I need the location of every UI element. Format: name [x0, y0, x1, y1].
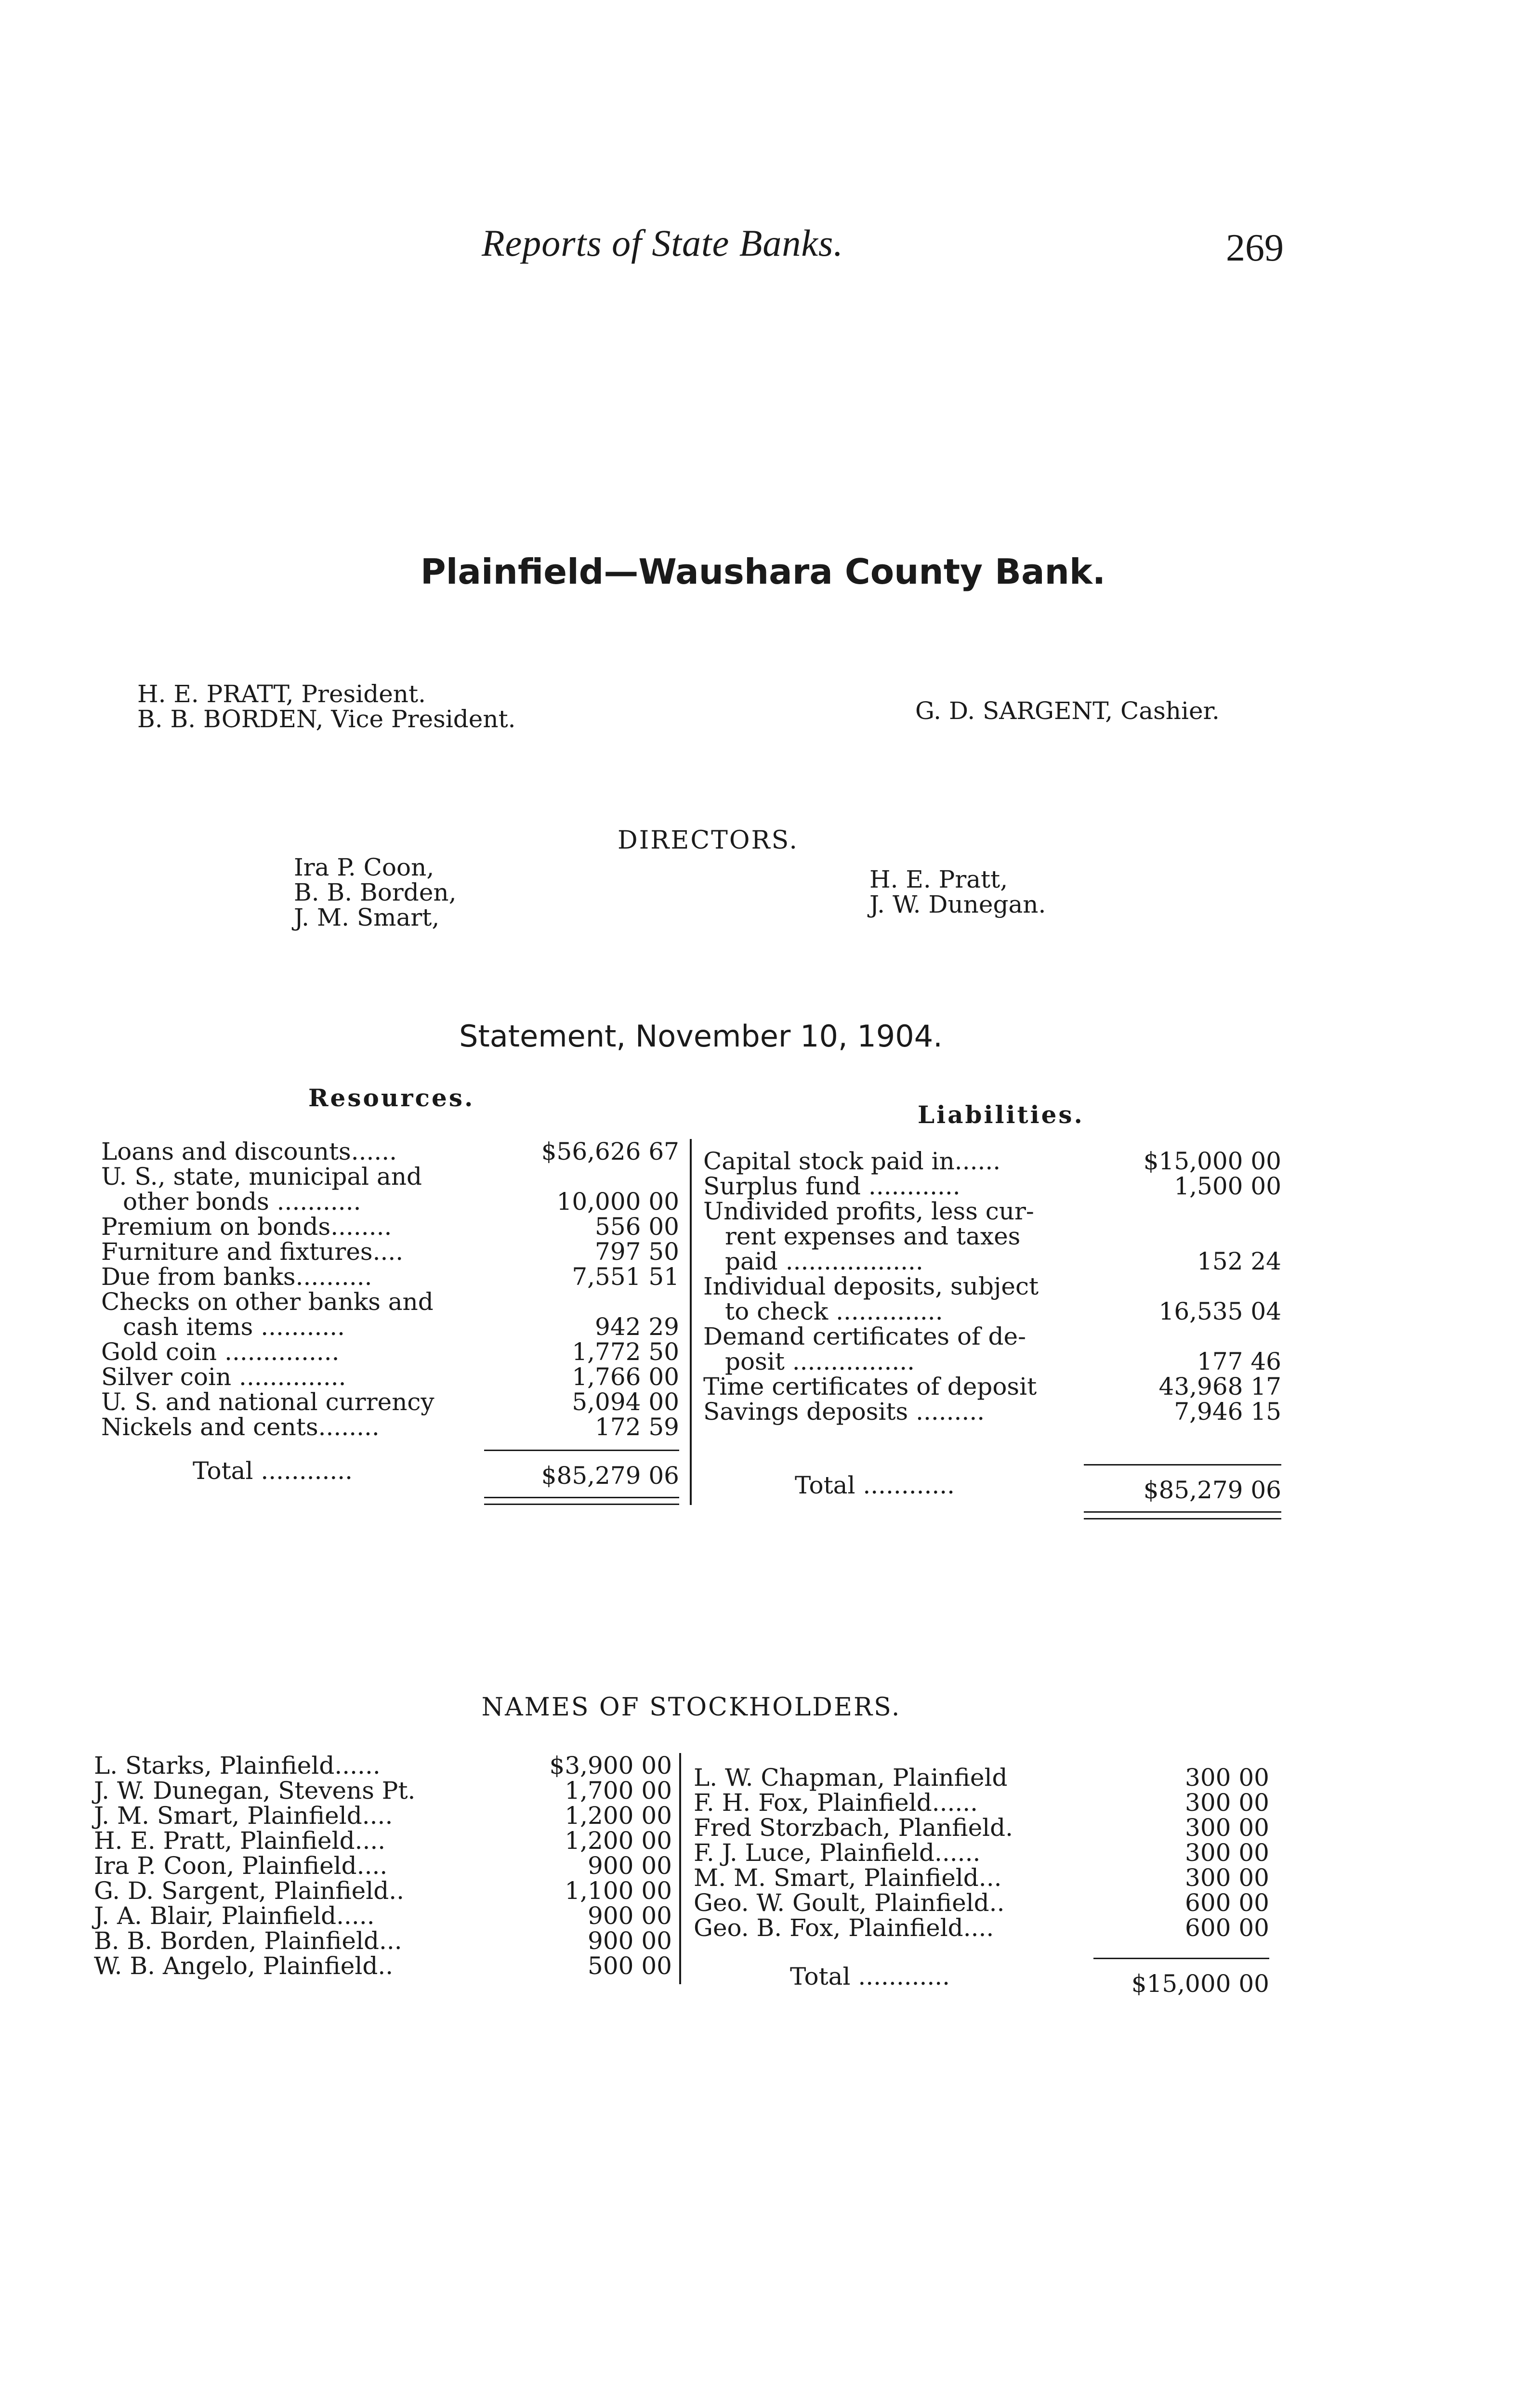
directors-heading: DIRECTORS.: [618, 826, 799, 855]
table-row: [101, 1339, 679, 1364]
resource-label: Due from banks..........: [101, 1263, 372, 1291]
stockholder-amount: 1,200 00: [565, 1802, 672, 1830]
stockholder-name: W. B. Angelo, Plainfield..: [94, 1952, 394, 1980]
stockholder-amount: 300 00: [1185, 1764, 1269, 1792]
stockholder-amount: 300 00: [1185, 1864, 1269, 1892]
liability-label: to check ..............: [725, 1297, 943, 1325]
resources-heading: Resources.: [308, 1084, 475, 1112]
list-item: [94, 1953, 672, 1978]
stockholder-amount: 600 00: [1185, 1914, 1269, 1942]
stockholders-column-divider: [679, 1753, 681, 1984]
table-row: [101, 1139, 679, 1164]
officer-vice-president: B. B. BORDEN, Vice President.: [137, 705, 516, 733]
stockholder-amount: $3,900 00: [549, 1752, 672, 1780]
liability-label: rent expenses and taxes: [725, 1222, 1021, 1250]
resource-amount: 172 59: [595, 1413, 679, 1441]
resources-total-rule: [484, 1450, 679, 1451]
officer-cashier: G. D. SARGENT, Cashier.: [915, 697, 1220, 725]
page-number: 269: [1226, 227, 1284, 269]
resource-label: U. S., state, municipal and: [101, 1163, 422, 1191]
stockholder-name: H. E. Pratt, Plainfield....: [94, 1827, 386, 1855]
stockholders-total-amount: $15,000 00: [1131, 1970, 1269, 1998]
officer-president: H. E. PRATT, President.: [137, 680, 426, 708]
resource-label: Loans and discounts......: [101, 1138, 397, 1165]
list-item: [94, 1828, 672, 1853]
liability-label: Undivided profits, less cur-: [703, 1197, 1034, 1225]
stockholder-amount: 1,700 00: [565, 1777, 672, 1805]
liability-label: Individual deposits, subject: [703, 1272, 1039, 1300]
stockholders-right-list: [694, 1765, 1269, 1948]
resource-amount: 7,551 51: [572, 1263, 679, 1291]
director-item: Ira P. Coon,: [294, 853, 434, 881]
resource-label: U. S. and national currency: [101, 1388, 434, 1416]
resources-double-rule-2: [484, 1504, 679, 1505]
table-row: [703, 1274, 1281, 1299]
liabilities-total-amount: $85,279 06: [1143, 1476, 1281, 1504]
resource-amount: 556 00: [595, 1213, 679, 1241]
director-item: H. E. Pratt,: [869, 865, 1008, 893]
stockholder-name: J. M. Smart, Plainfield....: [94, 1802, 393, 1830]
table-row: [703, 1249, 1281, 1274]
liability-amount: 177 46: [1197, 1348, 1281, 1375]
table-row: [703, 1349, 1281, 1374]
resources-double-rule-1: [484, 1497, 679, 1498]
stockholder-name: M. M. Smart, Plainfield...: [694, 1864, 1002, 1892]
resource-label: Checks on other banks and: [101, 1288, 434, 1316]
liability-label: Demand certificates of de-: [703, 1322, 1026, 1350]
table-row: [703, 1299, 1281, 1324]
liability-label: Surplus fund ............: [703, 1172, 960, 1200]
table-row: [101, 1289, 679, 1314]
stockholder-amount: 900 00: [588, 1902, 672, 1930]
list-item: [94, 1778, 672, 1803]
liability-label: Time certificates of deposit: [703, 1373, 1037, 1400]
table-row: [703, 1399, 1281, 1424]
stockholders-total-rule: [1093, 1958, 1269, 1959]
liability-amount: 1,500 00: [1174, 1172, 1281, 1200]
resource-amount: 10,000 00: [556, 1188, 679, 1216]
table-row: [101, 1164, 679, 1189]
stockholders-heading: NAMES OF STOCKHOLDERS.: [481, 1693, 901, 1722]
liability-label: paid ..................: [725, 1247, 923, 1275]
resource-amount: 1,766 00: [572, 1363, 679, 1391]
resources-table: [101, 1139, 679, 1476]
director-item: J. M. Smart,: [294, 903, 440, 931]
liabilities-heading: Liabilities.: [918, 1100, 1084, 1129]
liability-label: posit ................: [725, 1348, 915, 1375]
stockholders-left-list: [94, 1753, 672, 1984]
stockholder-name: L. W. Chapman, Plainfield: [694, 1764, 1008, 1792]
stockholder-name: Fred Storzbach, Planfield.: [694, 1814, 1013, 1842]
resource-label: cash items ...........: [123, 1313, 345, 1341]
liabilities-double-rule-2: [1084, 1518, 1281, 1519]
resources-total-amount: $85,279 06: [541, 1462, 679, 1490]
stockholder-amount: 500 00: [588, 1952, 672, 1980]
resource-amount: 942 29: [595, 1313, 679, 1341]
table-row: [101, 1314, 679, 1339]
table-row: [101, 1189, 679, 1214]
table-row: [703, 1199, 1281, 1224]
list-item: [94, 1928, 672, 1953]
table-row: [703, 1324, 1281, 1349]
table-row: [703, 1174, 1281, 1199]
liabilities-table: [703, 1149, 1281, 1438]
resource-amount: 1,772 50: [572, 1338, 679, 1366]
resource-label: Premium on bonds........: [101, 1213, 392, 1241]
column-divider: [690, 1139, 692, 1505]
list-item: [694, 1915, 1269, 1940]
list-item: [694, 1765, 1269, 1790]
table-row: [101, 1389, 679, 1414]
resource-amount: $56,626 67: [541, 1138, 679, 1165]
director-item: J. W. Dunegan.: [869, 890, 1046, 918]
stockholder-name: L. Starks, Plainfield......: [94, 1752, 381, 1780]
table-row: [101, 1414, 679, 1440]
resource-label: Silver coin ..............: [101, 1363, 346, 1391]
table-row: [703, 1374, 1281, 1399]
stockholder-name: Geo. W. Goult, Plainfield..: [694, 1889, 1005, 1917]
list-item: [694, 1865, 1269, 1890]
liability-label: Savings deposits .........: [703, 1398, 985, 1426]
running-title: Reports of State Banks.: [482, 222, 843, 264]
liability-amount: $15,000 00: [1143, 1147, 1281, 1175]
director-item: B. B. Borden,: [294, 878, 457, 906]
liabilities-double-rule-1: [1084, 1511, 1281, 1513]
stockholder-amount: 900 00: [588, 1927, 672, 1955]
resource-amount: 797 50: [595, 1238, 679, 1266]
stockholder-amount: 900 00: [588, 1852, 672, 1880]
list-item: [694, 1790, 1269, 1815]
stockholder-name: Ira P. Coon, Plainfield....: [94, 1852, 388, 1880]
list-item: [694, 1840, 1269, 1865]
list-item: [94, 1853, 672, 1878]
table-row: [703, 1224, 1281, 1249]
stockholder-name: B. B. Borden, Plainfield...: [94, 1927, 402, 1955]
table-row: [101, 1214, 679, 1239]
liability-label: Capital stock paid in......: [703, 1147, 1001, 1175]
list-item: [694, 1815, 1269, 1840]
resource-label: Gold coin ...............: [101, 1338, 340, 1366]
resource-label: Nickels and cents........: [101, 1413, 380, 1441]
liability-amount: 152 24: [1197, 1247, 1281, 1275]
table-row: [703, 1149, 1281, 1174]
stockholder-amount: 1,100 00: [565, 1877, 672, 1905]
stockholder-amount: 300 00: [1185, 1789, 1269, 1817]
stockholder-name: Geo. B. Fox, Plainfield....: [694, 1914, 994, 1942]
resource-label: other bonds ...........: [123, 1188, 361, 1216]
liability-amount: 16,535 04: [1158, 1297, 1281, 1325]
stockholder-amount: 600 00: [1185, 1889, 1269, 1917]
liability-amount: 7,946 15: [1174, 1398, 1281, 1426]
list-item: [694, 1890, 1269, 1915]
stockholders-total-label: Total ............: [790, 1963, 950, 1990]
stockholder-name: J. A. Blair, Plainfield.....: [94, 1902, 375, 1930]
stockholder-name: F. H. Fox, Plainfield......: [694, 1789, 978, 1817]
table-row: [101, 1239, 679, 1264]
list-item: [94, 1878, 672, 1903]
list-item: [94, 1903, 672, 1928]
list-item: [94, 1803, 672, 1828]
table-row: [101, 1364, 679, 1389]
stockholder-amount: 1,200 00: [565, 1827, 672, 1855]
liabilities-total-label: Total ............: [795, 1471, 955, 1499]
stockholder-name: J. W. Dunegan, Stevens Pt.: [94, 1777, 416, 1805]
resources-total-label: Total ............: [193, 1457, 353, 1485]
list-item: [94, 1753, 672, 1778]
statement-title: Statement, November 10, 1904.: [459, 1019, 943, 1054]
stockholder-amount: 300 00: [1185, 1814, 1269, 1842]
stockholder-name: G. D. Sargent, Plainfield..: [94, 1877, 405, 1905]
bank-title: Plainfield—Waushara County Bank.: [420, 551, 1106, 592]
table-row: [101, 1264, 679, 1289]
liabilities-total-rule: [1084, 1464, 1281, 1466]
stockholder-name: F. J. Luce, Plainfield......: [694, 1839, 981, 1867]
resource-amount: 5,094 00: [572, 1388, 679, 1416]
resource-label: Furniture and fixtures....: [101, 1238, 404, 1266]
stockholder-amount: 300 00: [1185, 1839, 1269, 1867]
liability-amount: 43,968 17: [1158, 1373, 1281, 1400]
